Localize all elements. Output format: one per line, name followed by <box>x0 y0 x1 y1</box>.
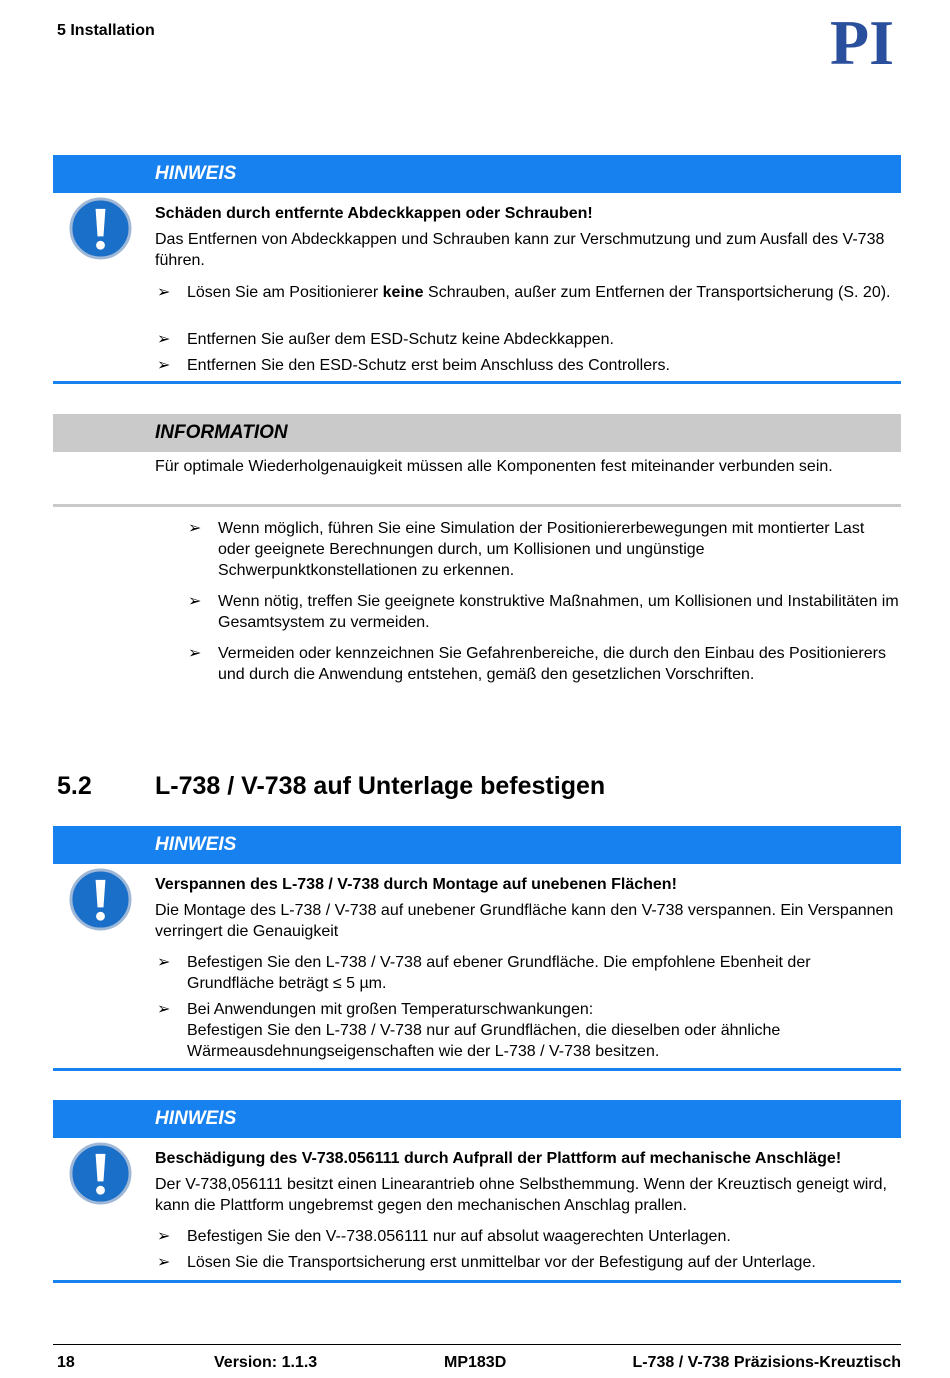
version-label: Version: 1.1.3 <box>214 1354 318 1371</box>
exclamation-icon <box>69 197 132 260</box>
exclamation-icon <box>69 1142 132 1205</box>
bullet-arrow-icon: ➢ <box>188 520 202 537</box>
bullet-arrow-icon: ➢ <box>157 331 171 348</box>
notice-bar <box>53 155 901 193</box>
bullet-arrow-icon: ➢ <box>157 1228 171 1245</box>
bullet-arrow-icon: ➢ <box>188 645 202 662</box>
page-number: 18 <box>57 1354 75 1371</box>
section-title: L-738 / V-738 auf Unterlage befestigen <box>155 772 606 800</box>
chapter-heading: 5 Installation <box>57 22 155 39</box>
list-item-text: Befestigen Sie den V--738.056111 nur auf absolut waagerechten Unterlagen. <box>187 1228 731 1245</box>
product-name: L-738 / V-738 Präzisions-Kreuztisch <box>632 1354 901 1371</box>
list-item-text: Befestigen Sie den L-738 / V-738 auf ebener Grundfläche. Die empfohlene Ebenheit der Grundfläche beträgt ≤ 5 µm. <box>187 954 811 992</box>
notice-label: HINWEIS <box>155 163 237 184</box>
bullet-arrow-icon: ➢ <box>157 954 171 971</box>
notice-bottom-rule <box>53 1280 901 1283</box>
emphasis-text: keine <box>382 284 424 301</box>
notice-body: Das Entfernen von Abdeckkappen und Schrauben kann zur Verschmutzung und zum Ausfall des V-738 führen. <box>155 231 885 269</box>
information-bottom-rule <box>53 504 901 507</box>
list-item-text: Lösen Sie am Positionierer <box>187 284 383 301</box>
information-label: INFORMATION <box>155 422 288 443</box>
information-bar <box>53 414 901 452</box>
footer-rule <box>53 1344 901 1345</box>
notice-bar <box>53 826 901 864</box>
bullet-arrow-icon: ➢ <box>157 357 171 374</box>
document-id: MP183D <box>444 1354 507 1371</box>
notice-bar <box>53 1100 901 1138</box>
notice-body: Der V-738,056111 besitzt einen Linearantrieb ohne Selbsthemmung. Wenn der Kreuztisch geneigt wird, kann die Plattform ungebremst gegen den mechanischen Anschlag prallen. <box>155 1176 887 1214</box>
bullet-arrow-icon: ➢ <box>157 1001 171 1018</box>
list-item-text: Befestigen Sie den L-738 / V-738 nur auf Grundflächen, die dieselben oder ähnliche Wärmeausdehnungseigenschaften wie der L-738 / V-738 besitzen. <box>187 1022 781 1060</box>
notice-title: Beschädigung des V-738.056111 durch Aufprall der Plattform auf mechanische Anschläge! <box>155 1150 842 1167</box>
list-item-text: Wenn nötig, treffen Sie geeignete konstruktive Maßnahmen, um Kollisionen und Instabilitäten im Gesamtsystem zu vermeiden. <box>218 593 899 631</box>
notice-title: Schäden durch entfernte Abdeckkappen oder Schrauben! <box>155 205 593 222</box>
bullet-arrow-icon: ➢ <box>188 593 202 610</box>
list-item-text: Entfernen Sie außer dem ESD-Schutz keine Abdeckkappen. <box>187 331 614 348</box>
notice-title: Verspannen des L-738 / V-738 durch Montage auf unebenen Flächen! <box>155 876 677 893</box>
bullet-arrow-icon: ➢ <box>157 284 171 301</box>
list-item-text: Bei Anwendungen mit großen Temperaturschwankungen: <box>187 1001 594 1018</box>
pi-logo <box>808 14 916 70</box>
notice-label: HINWEIS <box>155 1108 237 1129</box>
list-item-text: Schrauben, außer zum Entfernen der Transportsicherung (S. 20). <box>423 284 891 301</box>
section-number: 5.2 <box>57 772 92 800</box>
information-body: Für optimale Wiederholgenauigkeit müssen alle Komponenten fest miteinander verbunden sein. <box>155 458 833 475</box>
exclamation-icon <box>69 868 132 931</box>
notice-label: HINWEIS <box>155 834 237 855</box>
notice-bottom-rule <box>53 381 901 384</box>
list-item-text: Entfernen Sie den ESD-Schutz erst beim Anschluss des Controllers. <box>187 357 670 374</box>
pi-logo-text: PI <box>830 14 894 70</box>
notice-bottom-rule <box>53 1068 901 1071</box>
list-item-text: Lösen Sie die Transportsicherung erst unmittelbar vor der Befestigung auf der Unterlage. <box>187 1254 816 1271</box>
list-item-text: Wenn möglich, führen Sie eine Simulation der Positioniererbewegungen mit montierter Last oder geeignete Berechnungen durch, um Kollisionen und ungünstige Schwerpunktkonstellationen zu erkennen. <box>218 520 865 579</box>
notice-body: Die Montage des L-738 / V-738 auf unebener Grundfläche kann den V-738 verspannen. Ein Verspannen verringert die Genauigkeit <box>155 902 894 940</box>
bullet-arrow-icon: ➢ <box>157 1254 171 1271</box>
list-item-text: Vermeiden oder kennzeichnen Sie Gefahrenbereiche, die durch den Einbau des Positionierers und durch die Anwendung entstehen, gemäß den gesetzlichen Vorschriften. <box>218 645 886 683</box>
